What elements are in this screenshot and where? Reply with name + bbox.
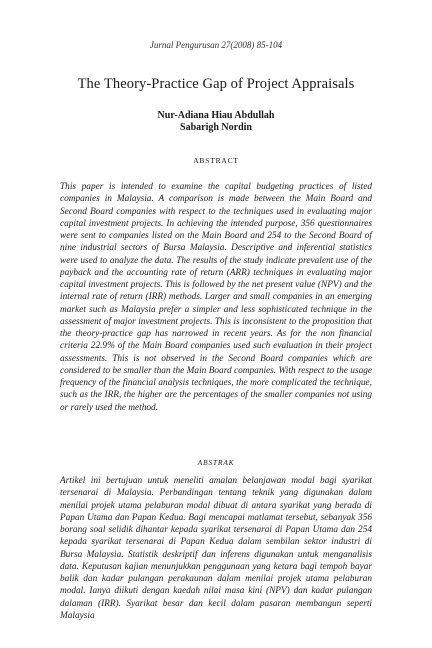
abstract-text: This paper is intended to examine the capital budgeting practices of listed companies in Malaysia. A comparison is made between the Main Board and Second Board companies with respect to the techniques used in evaluating major capital investment projects. In achieving the intended purpose, 356 questionnaires were sent to companies listed on the Main Board and 254 to the Second Board of nine industrial sectors of Bursa Malaysia. Descriptive and inferential statistics were used to analyze the data. The results of the study indicate prevalent use of the payback and the accounting rate of return (ARR) techniques in evaluating major capital investment projects. This is followed by the net present value (NPV) and the internal rate of return (IRR) methods. Larger and small companies in an emerging market such as Malaysia prefer a simpler and less sophisticated technique in the assessment of major investment projects. This is inconsistent to the proposition that the theory-practice gap has narrowed in recent years. As for the non financial criteria 22.9% of the Main Board companies used such evaluation in their project assessments. This is not observed in the Second Board companies which are considered to be smaller than the Main Board companies. With respect to the usage frequency of the financial analysis techniques, the more complicated the technique, such as the IRR, the higher are the percentages of the smaller companies not using or rarely used the method. — [60, 182, 372, 413]
author-name: Sabarigh Nordin — [180, 122, 252, 133]
abstract-body — [60, 181, 372, 414]
abstrak-text: Artikel ini bertujuan untuk meneliti amalan belanjawan modal bagi syarikat tersenarai di Malaysia. Perbandingan tentang teknik yang digunakan dalam menilai projek utama pelaburan modal dibuat di antara syarikat yang berada di Papan Utama dan Papan Kedua. Bagi mencapai matlamat tersebut, sebanyak 356 borang soal selidik dihantar kepada syarikat tersenarai di Papan Utama dan 254 kepada syarikat tersenarai di Papan Kedua dalam sembilan sektor industri di Bursa Malaysia. Statistik deskriptif dan inferens digunakan untuk menganalisis data. Keputusan kajian menunjukkan penggunaan yang ketara bagi tempoh bayar balik dan kadar pulangan perakaunan dalam menilai projek utama pelaburan modal. Ianya diikuti dengan kaedah nilai masa kini (NPV) dan kadar pulangan dalaman (IRR). Syarikat besar dan kecil dalam pasaran membangun seperti Malaysia — [60, 476, 372, 621]
abstract-heading: ABSTRACT — [193, 156, 239, 165]
journal-citation: Jurnal Pengurusan 27(2008) 85-104 — [149, 40, 283, 50]
abstrak-body — [60, 475, 372, 622]
paper-title: The Theory-Practice Gap of Project Appraisals — [77, 76, 355, 92]
author-name: Nur-Adiana Hiau Abdullah — [157, 110, 275, 121]
abstrak-heading: ABSTRAK — [197, 458, 235, 467]
author-list — [0, 110, 432, 134]
